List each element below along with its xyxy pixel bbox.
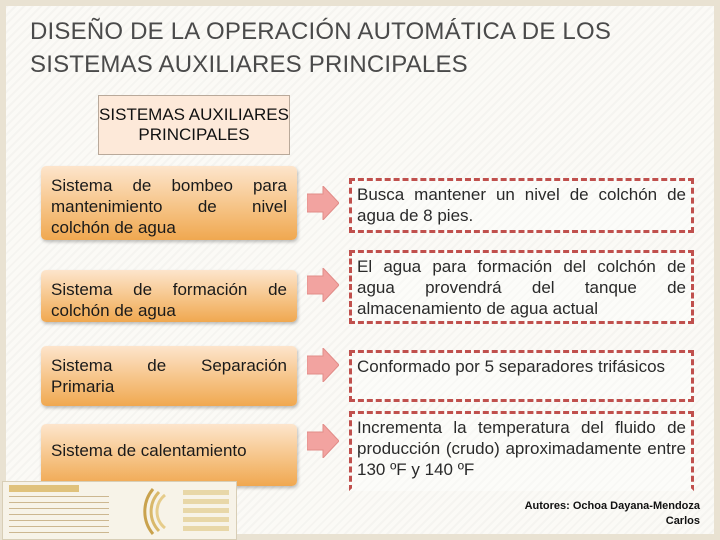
system-box-formacion	[41, 270, 297, 322]
header-box-label: SISTEMAS AUXILIARES PRINCIPALES	[99, 105, 289, 144]
authors-line-1: Autores: Ochoa Dayana-Mendoza	[524, 500, 700, 512]
system-label: Sistema de formación de colchón de agua	[51, 280, 287, 320]
description-text: Conformado por 5 separadores trifásicos	[357, 357, 666, 376]
description-box-calentamiento	[349, 411, 694, 491]
thumbnail-chart-graphic	[113, 484, 233, 539]
description-text: Incrementa la temperatura del fluido de producción (crudo) aproximadamente entre 130 ºF y 140 ºF	[357, 418, 686, 479]
description-text: Busca mantener un nivel de colchón de agua de 8 pies.	[357, 185, 686, 225]
right-arrow-icon	[307, 424, 339, 458]
description-box-formacion	[349, 250, 694, 324]
header-box	[98, 95, 290, 155]
authors-line-2: Carlos	[665, 515, 700, 527]
system-label: Sistema de bombeo para mantenimiento de nivel colchón de agua	[51, 176, 287, 237]
diagram-thumbnail-image	[2, 481, 237, 540]
description-box-separacion	[349, 350, 694, 402]
right-arrow-icon	[307, 268, 339, 302]
slide-title: DISEÑO DE LA OPERACIÓN AUTOMÁTICA DE LOS SISTEMAS AUXILIARES PRINCIPALES	[30, 18, 612, 78]
description-text: El agua para formación del colchón de agua provendrá del tanque de almacenamiento de agua actual	[357, 257, 686, 318]
thumbnail-header-bar	[9, 485, 79, 492]
right-arrow-icon	[307, 348, 339, 382]
description-box-bombeo	[349, 178, 694, 233]
system-label: Sistema de Separación Primaria	[51, 356, 287, 396]
system-box-bombeo	[41, 166, 297, 240]
right-arrow-icon	[307, 186, 339, 220]
system-label: Sistema de calentamiento	[51, 441, 247, 460]
system-box-separacion	[41, 346, 297, 406]
system-box-calentamiento	[41, 424, 297, 486]
authors-credit	[525, 499, 700, 529]
thumbnail-text-lines	[9, 496, 109, 536]
